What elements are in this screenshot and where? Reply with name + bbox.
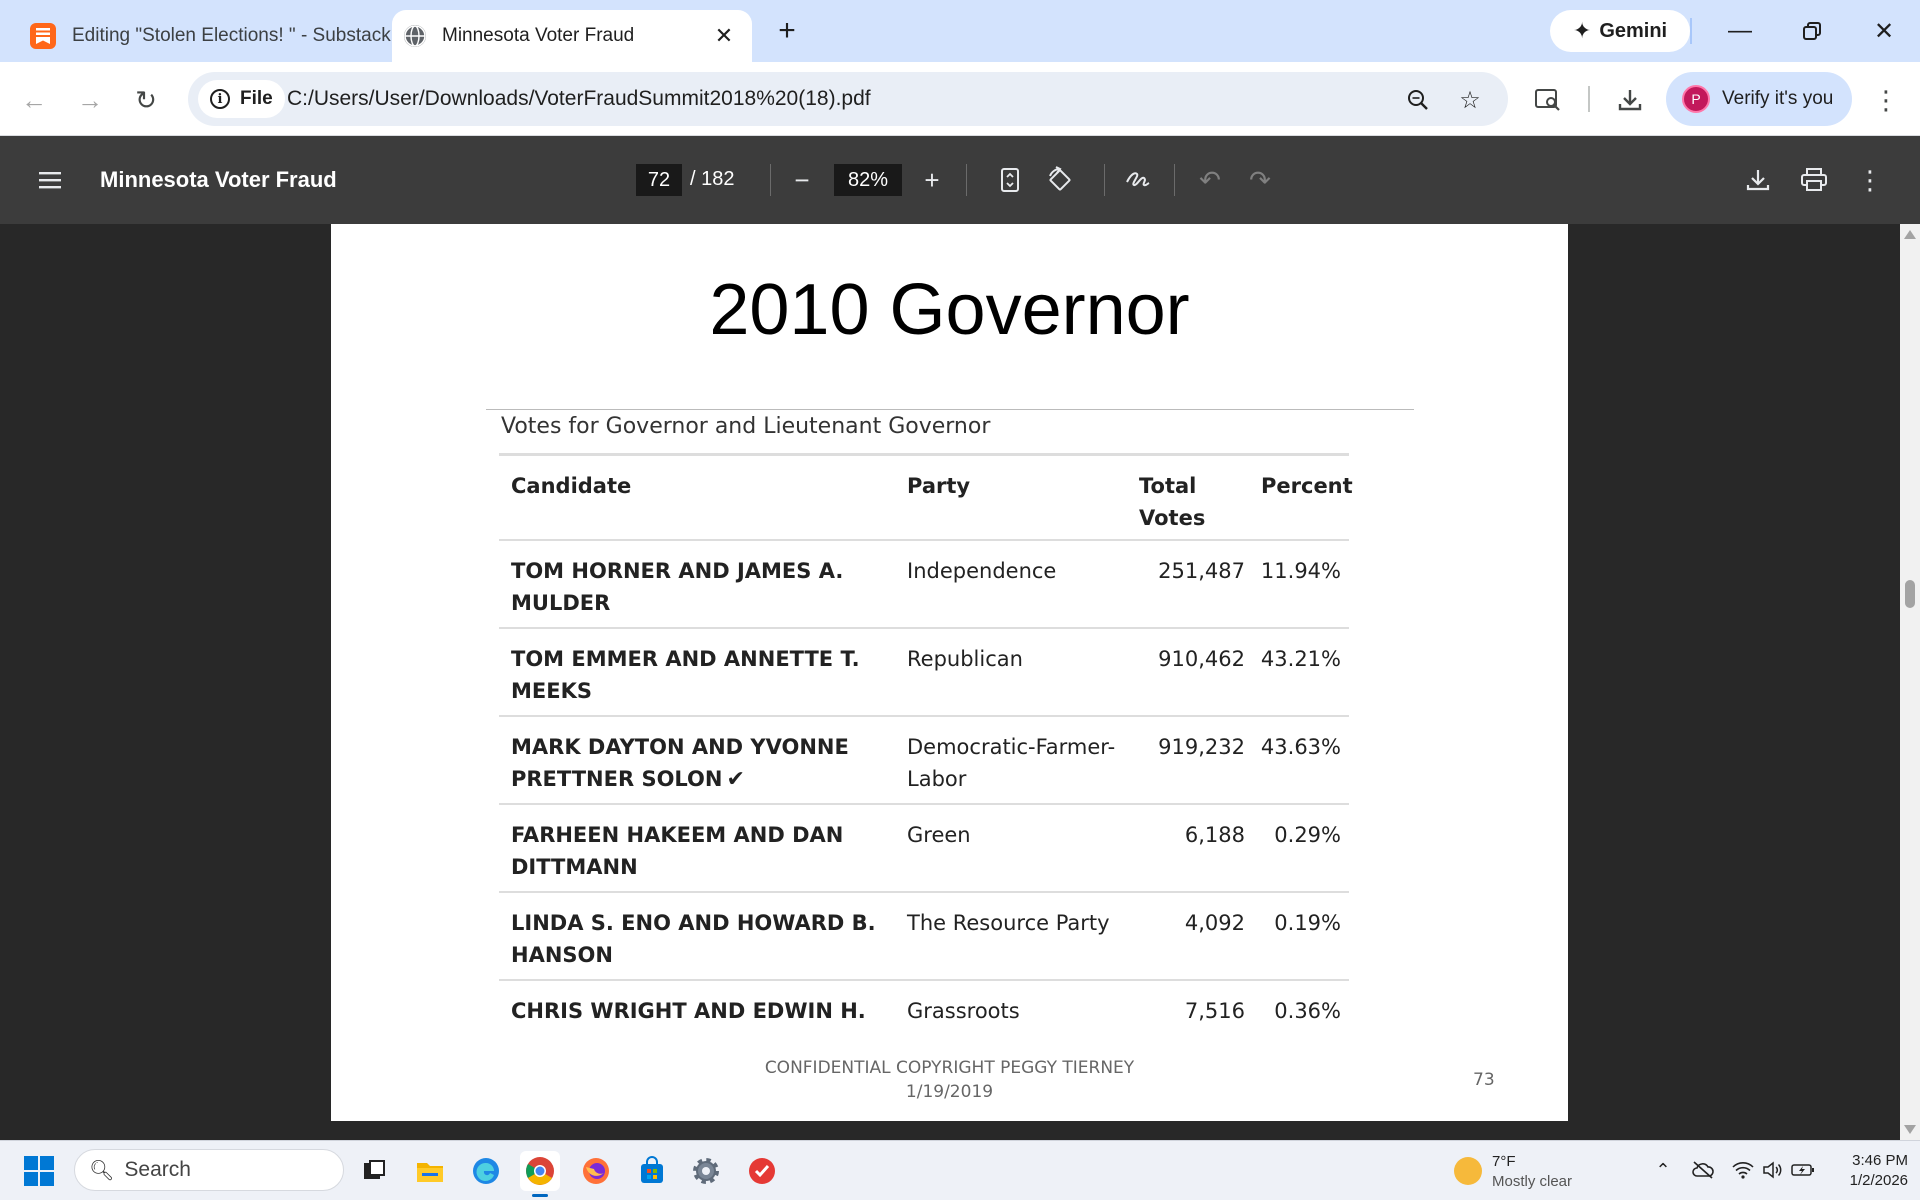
candidate-name: TOM HORNER AND JAMES A. MULDER: [511, 559, 844, 615]
percent: 0.29%: [1274, 823, 1341, 847]
annotate-pen-icon[interactable]: [1118, 160, 1158, 200]
address-bar[interactable]: [188, 72, 1508, 126]
slide-title: 2010 Governor: [709, 270, 1190, 350]
new-tab-button[interactable]: +: [778, 14, 796, 47]
tab-strip: [0, 0, 1920, 62]
percent: 43.21%: [1260, 647, 1341, 671]
todo-check-icon[interactable]: [742, 1151, 782, 1191]
weather-widget[interactable]: 7°F Mostly clear: [1450, 1149, 1590, 1193]
chrome-icon[interactable]: [520, 1151, 560, 1191]
pdf-page: [331, 224, 1568, 1121]
table-header: [499, 453, 1353, 539]
volume-icon[interactable]: [1760, 1157, 1786, 1183]
more-menu-icon[interactable]: ⋮: [1873, 84, 1899, 115]
scroll-up-icon[interactable]: [1904, 230, 1916, 239]
weather-icon: [1454, 1157, 1482, 1185]
party-name: The Resource Party: [907, 911, 1110, 935]
bookmark-star-icon[interactable]: ☆: [1459, 86, 1481, 114]
microsoft-store-icon[interactable]: [632, 1151, 672, 1191]
column-candidate: Candidate: [511, 474, 632, 498]
edge-browser-icon[interactable]: [466, 1151, 506, 1191]
close-tab-icon[interactable]: ✕: [714, 23, 734, 48]
scrollbar-thumb[interactable]: [1905, 580, 1915, 608]
zoom-in-icon[interactable]: +: [924, 164, 940, 195]
table-row: [499, 715, 1349, 803]
divider: [1588, 86, 1590, 112]
pdf-viewer[interactable]: [0, 224, 1920, 1140]
browser-toolbar: [0, 62, 1920, 136]
undo-icon[interactable]: ↶: [1199, 164, 1221, 195]
table-row: [499, 627, 1349, 715]
divider: [1174, 164, 1175, 196]
total-votes: 4,092: [1184, 911, 1245, 935]
scrollbar[interactable]: [1900, 224, 1920, 1140]
candidate-name: TOM EMMER AND ANNETTE T. MEEKS: [511, 647, 860, 703]
avatar: P: [1682, 85, 1710, 113]
zoom-out-icon[interactable]: −: [794, 164, 810, 195]
party-name: Democratic-Farmer- Labor: [907, 735, 1116, 791]
total-votes: 251,487: [1158, 559, 1245, 583]
divider: [770, 164, 771, 196]
wifi-icon[interactable]: [1730, 1157, 1756, 1183]
close-window-icon[interactable]: ✕: [1873, 17, 1895, 45]
party-name: Independence: [907, 559, 1057, 583]
party-name: Grassroots: [907, 999, 1020, 1023]
file-explorer-icon[interactable]: [410, 1151, 450, 1191]
scroll-down-icon[interactable]: [1904, 1125, 1916, 1134]
tab-substack[interactable]: [12, 10, 391, 62]
page-number-input[interactable]: 72: [636, 164, 682, 196]
restore-icon[interactable]: [1792, 12, 1832, 50]
download-icon[interactable]: [1738, 160, 1778, 200]
globe-icon: [404, 25, 426, 47]
document-title: Minnesota Voter Fraud: [100, 167, 337, 192]
zoom-level-input[interactable]: 82%: [834, 164, 902, 196]
tab-title: Editing "Stolen Elections! " - Substack: [72, 25, 391, 46]
search-icon: 🔍︎: [89, 1159, 115, 1182]
print-icon[interactable]: [1794, 160, 1834, 200]
taskbar: [0, 1140, 1920, 1200]
divider: [1104, 164, 1105, 196]
total-votes: 7,516: [1184, 999, 1245, 1023]
page-total: / 182: [690, 168, 735, 190]
checkmark-icon: ✔: [726, 767, 745, 792]
percent: 0.19%: [1274, 911, 1341, 935]
info-icon: i: [210, 89, 230, 109]
table-row: [499, 891, 1349, 979]
settings-gear-icon[interactable]: [686, 1151, 726, 1191]
downloads-icon[interactable]: [1610, 80, 1650, 120]
total-votes: 919,232: [1158, 735, 1245, 759]
percent: 11.94%: [1260, 559, 1341, 583]
divider: [486, 409, 1414, 410]
zoom-magnifier-icon[interactable]: [1398, 80, 1438, 120]
divider: [1690, 18, 1692, 44]
table-row: [499, 803, 1349, 891]
redo-icon[interactable]: ↷: [1249, 164, 1271, 195]
more-options-icon[interactable]: ⋮: [1857, 164, 1883, 195]
system-clock[interactable]: 3:46 PM 1/2/2026: [1849, 1152, 1908, 1189]
party-name: Republican: [907, 647, 1023, 671]
table-row: [499, 979, 1349, 1035]
sidebar-menu-icon[interactable]: [30, 160, 70, 200]
total-votes: 910,462: [1158, 647, 1245, 671]
candidate-name: MARK DAYTON AND YVONNE PRETTNER SOLON ✔: [511, 735, 849, 792]
page-number: 73: [1473, 1070, 1495, 1090]
table-row: [499, 539, 1349, 627]
rotate-icon[interactable]: [1040, 160, 1080, 200]
table-caption: Votes for Governor and Lieutenant Governor: [501, 414, 991, 439]
taskbar-search[interactable]: 🔍︎ Search: [74, 1149, 344, 1191]
task-view-icon[interactable]: [354, 1151, 394, 1191]
total-votes: 6,188: [1184, 823, 1245, 847]
battery-charging-icon[interactable]: [1790, 1157, 1816, 1183]
profile-verify-button[interactable]: P Verify it's you: [1666, 72, 1852, 126]
forward-arrow-icon[interactable]: →: [77, 84, 103, 115]
fit-page-icon[interactable]: [990, 160, 1030, 200]
cloud-offline-icon[interactable]: [1690, 1157, 1716, 1183]
tab-minnesota-voter-fraud[interactable]: [392, 10, 752, 62]
sparkle-icon: ✦: [1572, 18, 1592, 43]
url-text[interactable]: C:/Users/User/Downloads/VoterFraudSummit2018%20(18).pdf: [287, 87, 871, 110]
site-info-chip[interactable]: i File: [198, 80, 285, 118]
percent: 0.36%: [1274, 999, 1341, 1023]
substack-icon: [30, 23, 56, 49]
lens-search-icon[interactable]: [1528, 80, 1568, 120]
column-total-votes: Total Votes: [1139, 474, 1206, 530]
party-name: Green: [907, 823, 971, 847]
results-table: [499, 453, 1353, 1035]
firefox-icon[interactable]: [576, 1151, 616, 1191]
column-party: Party: [907, 474, 971, 498]
gemini-button[interactable]: ✦ Gemini: [1550, 10, 1690, 52]
tab-title: Minnesota Voter Fraud: [442, 25, 635, 46]
back-arrow-icon[interactable]: ←: [21, 84, 47, 115]
candidate-name: FARHEEN HAKEEM AND DAN DITTMANN: [511, 823, 844, 879]
candidate-name: LINDA S. ENO AND HOWARD B. HANSON: [511, 911, 876, 967]
page-footer: CONFIDENTIAL COPYRIGHT PEGGY TIERNEY 1/19/2019: [764, 1058, 1135, 1102]
column-percent: Percent: [1261, 474, 1353, 498]
divider: [966, 164, 967, 196]
percent: 43.63%: [1260, 735, 1341, 759]
candidate-name: CHRIS WRIGHT AND EDWIN H.: [511, 999, 866, 1023]
pdf-toolbar: [0, 136, 1920, 224]
reload-icon[interactable]: ↻: [135, 84, 157, 115]
minimize-icon[interactable]: —: [1728, 17, 1752, 44]
windows-start-icon[interactable]: [24, 1156, 54, 1186]
chevron-up-icon[interactable]: ⌃: [1655, 1159, 1671, 1180]
